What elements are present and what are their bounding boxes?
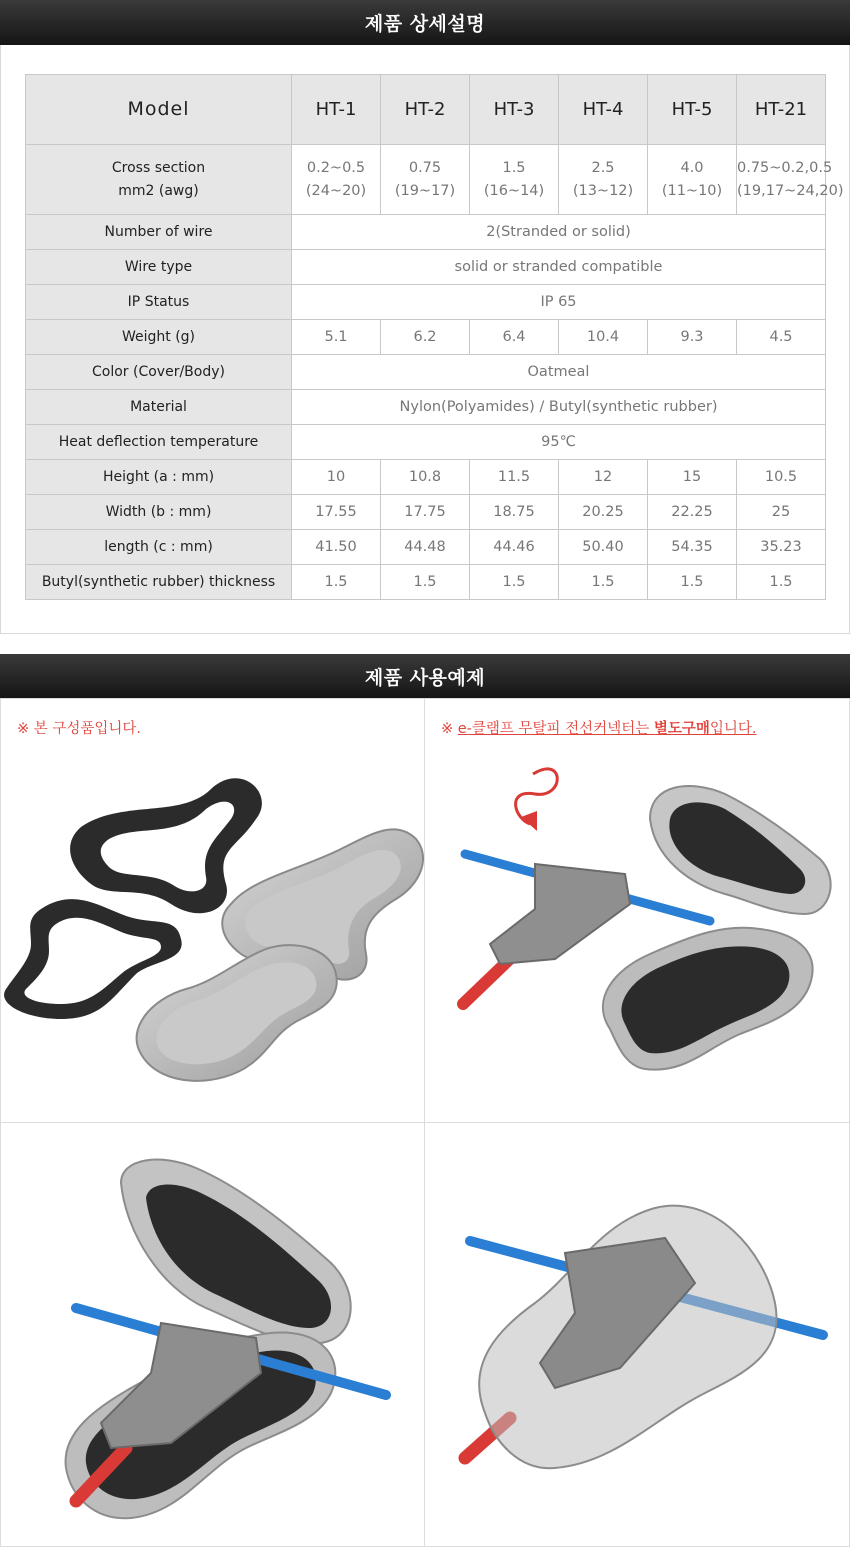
butyl-gasket-shape bbox=[70, 778, 262, 913]
material-value: Nylon(Polyamides) / Butyl(synthetic rubber) bbox=[292, 390, 826, 425]
cross-section-cell bbox=[737, 145, 844, 215]
height-cell: 15 bbox=[648, 460, 737, 495]
height-cell: 12 bbox=[559, 460, 648, 495]
length-cell: 54.35 bbox=[648, 530, 737, 565]
note-underlined bbox=[458, 721, 757, 737]
weight-cell: 5.1 bbox=[292, 320, 381, 355]
heat-value: 95℃ bbox=[292, 425, 826, 460]
cross-section-mm: 4.0 bbox=[680, 159, 704, 176]
spec-table bbox=[25, 74, 844, 600]
usage-section-header bbox=[0, 654, 850, 698]
usage-section-title: 제품 사용예제 bbox=[364, 666, 486, 689]
closed-assembly-illustration bbox=[425, 1123, 850, 1547]
butyl-thickness-cell: 1.5 bbox=[648, 565, 737, 600]
weight-cell: 4.5 bbox=[737, 320, 826, 355]
length-cell: 50.40 bbox=[559, 530, 648, 565]
cross-section-label bbox=[26, 145, 292, 215]
ip-status-label: IP Status bbox=[26, 285, 292, 320]
width-cell: 22.25 bbox=[648, 495, 737, 530]
note-suffix: 입니다. bbox=[709, 721, 757, 737]
cross-section-cell bbox=[381, 145, 470, 215]
height-cell: 10 bbox=[292, 460, 381, 495]
table-row-weight bbox=[26, 320, 826, 355]
length-label: length (c : mm) bbox=[26, 530, 292, 565]
butyl-gasket-shape bbox=[4, 899, 182, 1019]
weight-label: Weight (g) bbox=[26, 320, 292, 355]
width-cell: 25 bbox=[737, 495, 826, 530]
width-label: Width (b : mm) bbox=[26, 495, 292, 530]
cross-section-mm: 2.5 bbox=[591, 159, 615, 176]
usage-panel-connector-separate bbox=[424, 698, 850, 1123]
width-cell: 18.75 bbox=[470, 495, 559, 530]
color-label: Color (Cover/Body) bbox=[26, 355, 292, 390]
length-cell: 35.23 bbox=[737, 530, 826, 565]
cross-section-label-line1: Cross section bbox=[111, 159, 206, 176]
spec-table-frame bbox=[0, 45, 850, 634]
model-name: HT-2 bbox=[381, 75, 470, 145]
open-assembly-illustration bbox=[1, 1123, 425, 1547]
table-row-cross-section bbox=[26, 145, 826, 215]
wire-connector-shape bbox=[490, 864, 630, 964]
separate-purchase-note bbox=[441, 717, 757, 738]
model-name: HT-4 bbox=[559, 75, 648, 145]
height-cell: 10.8 bbox=[381, 460, 470, 495]
cross-section-mm: 0.75~0.2,0.5 bbox=[737, 159, 833, 176]
wire-type-value: solid or stranded compatible bbox=[292, 250, 826, 285]
height-cell: 11.5 bbox=[470, 460, 559, 495]
table-row-butyl-thickness bbox=[26, 565, 826, 600]
weight-cell: 10.4 bbox=[559, 320, 648, 355]
butyl-thickness-label: Butyl(synthetic rubber) thickness bbox=[26, 565, 292, 600]
table-row-width bbox=[26, 495, 826, 530]
usage-panel-open-assembly bbox=[0, 1122, 425, 1547]
table-row-wire-type bbox=[26, 250, 826, 285]
spec-section-title: 제품 상세설명 bbox=[364, 13, 486, 35]
cross-section-label-line2: mm2 (awg) bbox=[118, 182, 199, 199]
material-label: Material bbox=[26, 390, 292, 425]
cross-section-awg: (24~20) bbox=[305, 182, 367, 199]
length-cell: 41.50 bbox=[292, 530, 381, 565]
cross-section-mm: 0.75 bbox=[408, 159, 442, 176]
cross-section-awg: (19~17) bbox=[394, 182, 456, 199]
cross-section-cell bbox=[648, 145, 737, 215]
cross-section-awg: (13~12) bbox=[572, 182, 634, 199]
cross-section-awg: (11~10) bbox=[661, 182, 723, 199]
model-name: HT-1 bbox=[292, 75, 381, 145]
ip-status-value: IP 65 bbox=[292, 285, 826, 320]
table-row-ip-status bbox=[26, 285, 826, 320]
note-text: e-클램프 무탈피 전선커넥터는 bbox=[457, 721, 654, 737]
butyl-thickness-cell: 1.5 bbox=[737, 565, 826, 600]
butyl-thickness-cell: 1.5 bbox=[292, 565, 381, 600]
model-name: HT-5 bbox=[648, 75, 737, 145]
weight-cell: 6.2 bbox=[381, 320, 470, 355]
weight-cell: 9.3 bbox=[648, 320, 737, 355]
number-of-wire-label: Number of wire bbox=[26, 215, 292, 250]
usage-panel-closed-assembly bbox=[424, 1122, 850, 1547]
usage-examples-grid bbox=[0, 698, 850, 1547]
color-value: Oatmeal bbox=[292, 355, 826, 390]
butyl-thickness-cell: 1.5 bbox=[381, 565, 470, 600]
width-cell: 17.55 bbox=[292, 495, 381, 530]
cross-section-mm: 1.5 bbox=[502, 159, 526, 176]
cross-section-mm: 0.2~0.5 bbox=[306, 159, 366, 176]
length-cell: 44.48 bbox=[381, 530, 470, 565]
weight-cell: 6.4 bbox=[470, 320, 559, 355]
width-cell: 20.25 bbox=[559, 495, 648, 530]
cross-section-awg: (19,17~24,20) bbox=[737, 182, 844, 199]
note-prefix: ※ bbox=[441, 721, 458, 737]
height-cell: 10.5 bbox=[737, 460, 826, 495]
model-label: Model bbox=[26, 75, 292, 145]
spec-section-header bbox=[0, 0, 850, 45]
cross-section-cell bbox=[292, 145, 381, 215]
component-note: ※ 본 구성품입니다. bbox=[17, 721, 142, 737]
table-row-height bbox=[26, 460, 826, 495]
number-of-wire-value: 2(Stranded or solid) bbox=[292, 215, 826, 250]
butyl-thickness-cell: 1.5 bbox=[470, 565, 559, 600]
table-row-color bbox=[26, 355, 826, 390]
note-bold-text: 별도구매 bbox=[653, 721, 710, 737]
model-name: HT-3 bbox=[470, 75, 559, 145]
table-row-heat bbox=[26, 425, 826, 460]
butyl-thickness-cell: 1.5 bbox=[559, 565, 648, 600]
table-row-material bbox=[26, 390, 826, 425]
heat-label: Heat deflection temperature bbox=[26, 425, 292, 460]
width-cell: 17.75 bbox=[381, 495, 470, 530]
table-row-number-of-wire bbox=[26, 215, 826, 250]
table-row-model bbox=[26, 75, 826, 145]
cross-section-awg: (16~14) bbox=[483, 182, 545, 199]
connector-illustration bbox=[425, 699, 850, 1123]
length-cell: 44.46 bbox=[470, 530, 559, 565]
model-name: HT-21 bbox=[737, 75, 826, 145]
components-illustration bbox=[1, 699, 425, 1123]
cross-section-cell bbox=[470, 145, 559, 215]
wire-type-label: Wire type bbox=[26, 250, 292, 285]
height-label: Height (a : mm) bbox=[26, 460, 292, 495]
cross-section-cell bbox=[559, 145, 648, 215]
usage-panel-components bbox=[0, 698, 425, 1123]
table-row-length bbox=[26, 530, 826, 565]
